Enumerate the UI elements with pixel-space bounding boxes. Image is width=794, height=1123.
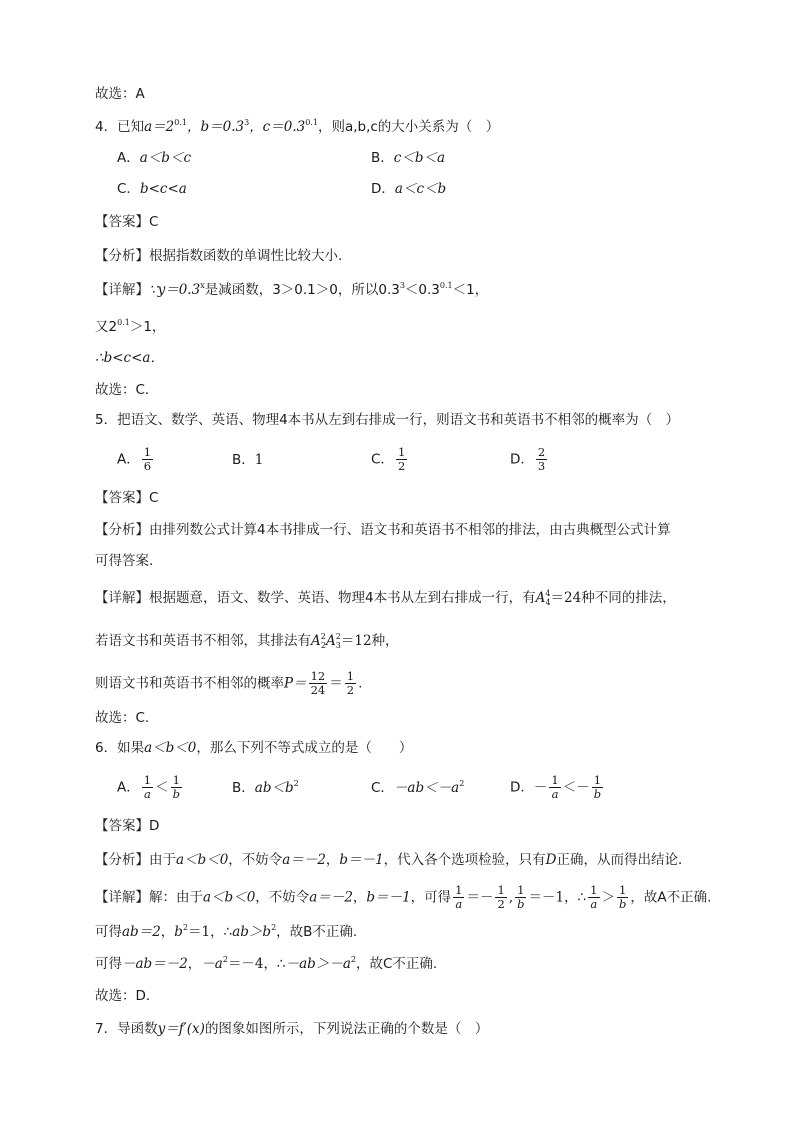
- q4-stem: 4．已知$a=2^{0.1}$，$b=0.3^3$，$c=0.3^{0.1}$，则a,b,c的大小关系为（ ）: [95, 118, 500, 135]
- q4-pick: 故选：C．: [95, 382, 159, 398]
- q6-detail-line3: 可得－ab＝－2，$-a^2=-4$，$\therefore-ab>-a^2$，故C不正确.: [95, 955, 438, 972]
- q4-detail-line1: 【详解】$\because y=0.3^x$是减函数，3＞0.1＞0，所以$0.3^3<0.3^{0.1}<1$，: [95, 281, 489, 298]
- q6-option-b: B．$ab<b^2$: [232, 779, 299, 796]
- q4-option-b: B．c＜b＜a: [371, 150, 446, 166]
- q6-analysis: 【分析】由于a＜b＜0，不妨令a＝－2，b＝－1，代入各个选项检验，只有D正确，从而得出结论．: [95, 852, 692, 868]
- q5-answer: 【答案】C: [95, 490, 159, 506]
- q5-detail-line3: 则语文书和英语书不相邻的概率P＝ $\frac{12}{24}$ ＝ $\frac{1}{2}$ .: [95, 669, 363, 697]
- q4-option-a: A．a＜b＜c: [117, 150, 192, 166]
- q6-stem: 6．如果a＜b＜0，那么下列不等式成立的是（ ）: [95, 740, 413, 756]
- prev-answer-pick: 故选：A: [95, 86, 145, 102]
- q5-analysis-line2: 可得答案.: [95, 553, 154, 569]
- q5-detail-line2: 若语文书和英语书不相邻，其排法有$A^2_2A^2_3=12$种，: [95, 632, 399, 650]
- q6-option-c: C．$-ab<-a^2$: [371, 779, 465, 796]
- q4-analysis: 【分析】根据指数函数的单调性比较大小.: [95, 248, 343, 264]
- q6-detail-line1: 【详解】解：由于a＜b＜0，不妨令a＝－2，b＝－1，可得 $\frac{1}{a}$ ＝－ $\frac{1}{2}$ , $\frac{1}{b}$ ＝－1，∴ $\frac{1}{a}$ ＞ $\frac{1}{b}$ ，故A不正确.: [95, 883, 712, 911]
- q5-option-d: D． $\frac{2}{3}$: [510, 445, 546, 473]
- q5-detail-line1: 【详解】根据题意，语文、数学、英语、物理4本书从左到右排成一行，有$A^4_4=24$种不同的排法，: [95, 589, 676, 607]
- q6-detail-line2: 可得ab＝2，$b^2=1$，$\therefore ab>b^2$，故B不正确.: [95, 923, 358, 940]
- q5-option-a: A． $\frac{1}{6}$: [117, 445, 152, 473]
- q4-option-c: C．b<c<a: [117, 181, 187, 197]
- q4-option-d: D．a＜c＜b: [371, 181, 447, 197]
- q6-option-a: A． $\frac{1}{a}$ ＜ $\frac{1}{b}$: [117, 773, 180, 801]
- q4-detail-line3: ∴b<c<a．: [95, 350, 164, 366]
- q4-detail-line2: 又$2^{0.1}>1$，: [95, 318, 166, 335]
- q6-pick: 故选：D．: [95, 988, 160, 1004]
- q5-pick: 故选：C.: [95, 710, 150, 726]
- q5-option-c: C． $\frac{1}{2}$: [371, 445, 406, 473]
- q5-option-b: B．1: [232, 452, 264, 468]
- q6-option-d: D．－ $\frac{1}{a}$ ＜－ $\frac{1}{b}$: [510, 773, 602, 801]
- q5-stem: 5．把语文、数学、英语、物理4本书从左到右排成一行，则语文书和英语书不相邻的概率为（ ）: [95, 412, 680, 428]
- q6-answer: 【答案】D: [95, 818, 160, 834]
- q5-analysis-line1: 【分析】由排列数公式计算4本书排成一行、语文书和英语书不相邻的排法，由古典概型公式计算: [95, 522, 671, 538]
- q4-answer: 【答案】C: [95, 214, 159, 230]
- q7-stem: 7．导函数y＝f′(x)的图象如图所示，下列说法正确的个数是（ ）: [95, 1021, 489, 1037]
